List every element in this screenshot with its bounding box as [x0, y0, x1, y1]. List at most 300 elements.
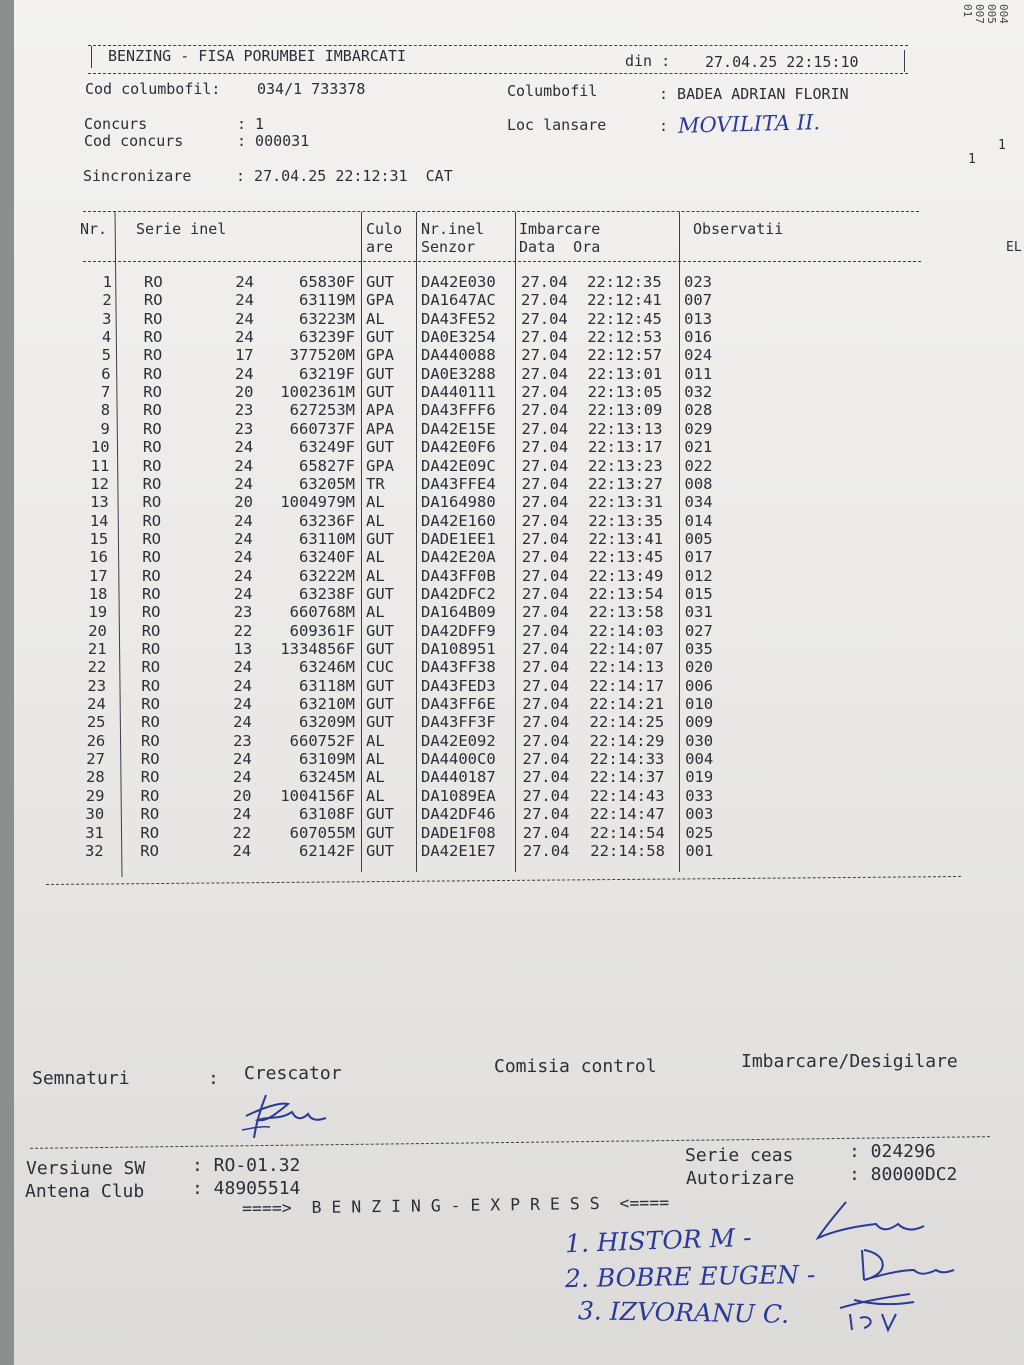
row-color: GPA: [366, 456, 394, 475]
row-time: 22:14:33: [589, 750, 665, 769]
row-nr: 6: [101, 364, 111, 383]
row-date: 27.04: [521, 474, 569, 493]
row-nr: 21: [87, 640, 107, 658]
row-year: 24: [232, 750, 252, 769]
row-country: RO: [141, 658, 161, 677]
din-value: 27.04.25 22:15:10: [705, 53, 859, 71]
row-time: 22:14:47: [590, 805, 665, 824]
table-row: [0, 383, 1024, 401]
row-nr: 14: [89, 511, 109, 530]
row-sensor: DA440111: [421, 383, 496, 402]
row-country: RO: [140, 786, 160, 805]
row-obs: 020: [684, 658, 713, 677]
row-color: GUT: [366, 328, 394, 347]
row-year: 17: [234, 346, 254, 365]
table-row: [0, 438, 1024, 456]
row-ring: 63240F: [299, 548, 355, 567]
table-top-rule: [83, 211, 919, 212]
row-nr: 20: [88, 621, 107, 640]
row-country: RO: [142, 438, 162, 457]
row-obs: 032: [684, 383, 713, 402]
row-time: 22:14:29: [589, 731, 665, 750]
row-sensor: DA43FFF6: [421, 401, 496, 420]
semnaturi-label: Semnaturi: [32, 1068, 130, 1089]
row-country: RO: [142, 548, 161, 567]
margin-code-2: 005: [985, 4, 998, 24]
row-ring: 63249F: [299, 438, 355, 457]
row-sensor: DA42DF46: [421, 805, 496, 824]
row-nr: 3: [102, 309, 112, 328]
row-color: GPA: [366, 291, 394, 310]
autorizare-value: : 80000DC2: [849, 1164, 958, 1185]
table-row: [0, 310, 1024, 328]
row-year: 24: [233, 658, 253, 677]
row-year: 24: [233, 713, 252, 732]
row-nr: 23: [87, 676, 107, 695]
row-year: 24: [234, 456, 254, 475]
row-ring: 65827F: [299, 456, 355, 475]
table-row: [0, 842, 1024, 860]
row-date: 27.04: [521, 529, 569, 548]
row-country: RO: [142, 529, 161, 548]
row-nr: 17: [89, 566, 108, 585]
row-ring: 62142F: [299, 841, 355, 860]
row-ring: 65830F: [299, 273, 355, 291]
row-obs: 011: [684, 364, 713, 383]
row-nr: 29: [85, 786, 105, 805]
row-time: 22:14:21: [589, 695, 665, 714]
row-color: GPA: [366, 346, 394, 365]
member-3-signature: [830, 1284, 930, 1334]
row-country: RO: [143, 401, 162, 420]
table-row: [0, 401, 1024, 419]
col-header-serie-inel: Serie inel: [136, 220, 227, 238]
margin-one-a: 1: [998, 138, 1006, 153]
table-row: [0, 365, 1024, 383]
row-obs: 010: [685, 695, 714, 714]
din-label: din :: [625, 52, 671, 70]
row-sensor: DA164B09: [421, 603, 496, 622]
row-date: 27.04: [522, 603, 569, 622]
row-time: 22:12:45: [587, 309, 662, 328]
col-header-imbarcare-2: Data Ora: [519, 238, 601, 256]
row-sensor: DA42E092: [421, 731, 496, 750]
row-country: RO: [141, 695, 160, 714]
row-time: 22:13:17: [587, 438, 663, 457]
row-color: GUT: [366, 383, 394, 402]
row-country: RO: [141, 640, 161, 658]
row-sensor: DA43FF38: [421, 658, 496, 677]
columbofil-label: Columbofil: [507, 82, 598, 100]
row-year: 22: [232, 823, 252, 842]
versiune-sw-label: Versiune SW: [26, 1158, 146, 1179]
row-date: 27.04: [522, 695, 570, 714]
row-country: RO: [140, 823, 160, 842]
table-row: [0, 603, 1024, 621]
row-country: RO: [142, 566, 161, 585]
row-sensor: DA42E1E7: [421, 841, 496, 860]
row-obs: 028: [684, 401, 713, 420]
row-color: TR: [366, 474, 385, 493]
antena-club-label: Antena Club: [25, 1181, 145, 1202]
row-date: 27.04: [521, 364, 568, 383]
header-left-bar: [91, 46, 92, 68]
row-nr: 4: [101, 328, 112, 347]
row-ring: 63236F: [299, 511, 355, 530]
row-time: 22:13:01: [587, 364, 663, 383]
table-row: [0, 530, 1024, 548]
row-nr: 13: [90, 493, 109, 512]
row-time: 22:14:58: [590, 841, 665, 860]
commission-member-2: 2. BOBRE EUGEN -: [564, 1259, 816, 1294]
loc-lansare-label: Loc lansare: [507, 116, 607, 134]
table-row: [0, 457, 1024, 475]
row-nr: 11: [90, 456, 110, 475]
row-obs: 031: [684, 603, 713, 622]
row-color: AL: [366, 768, 385, 787]
row-sensor: DA108951: [421, 640, 496, 658]
row-ring: 63209M: [299, 713, 355, 732]
col-header-nr-inel-2: Senzor: [421, 238, 476, 256]
row-obs: 024: [684, 346, 713, 365]
row-time: 22:12:35: [587, 273, 662, 291]
row-date: 27.04: [522, 658, 569, 677]
brand-line: ====> B E N Z I N G - E X P R E S S <====: [241, 1193, 670, 1218]
row-year: 24: [235, 291, 254, 310]
row-country: RO: [141, 713, 160, 732]
row-color: GUT: [366, 676, 394, 695]
row-color: CUC: [366, 658, 394, 677]
col-header-nr-inel-1: Nr.inel: [421, 220, 485, 238]
row-date: 27.04: [521, 328, 568, 347]
row-nr: 25: [86, 713, 106, 732]
row-sensor: DADE1EE1: [421, 529, 496, 548]
row-ring: 609361F: [289, 621, 355, 640]
row-ring: 63239F: [299, 328, 355, 347]
row-obs: 034: [684, 493, 713, 512]
row-country: RO: [142, 511, 162, 530]
table-row: [0, 346, 1024, 364]
row-country: RO: [144, 273, 163, 291]
row-time: 22:14:13: [589, 658, 664, 677]
row-color: GUT: [366, 805, 394, 824]
row-nr: 26: [86, 731, 106, 750]
row-sensor: DA42E160: [421, 511, 496, 530]
document-title: BENZING - FISA PORUMBEI IMBARCATI: [108, 47, 407, 65]
row-time: 22:12:53: [587, 328, 662, 347]
row-color: GUT: [366, 621, 394, 640]
table-row: [0, 750, 1024, 768]
comisia-control-label: Comisia control: [494, 1056, 657, 1077]
row-year: 24: [234, 511, 253, 530]
row-year: 24: [235, 273, 254, 291]
row-year: 20: [234, 493, 253, 512]
row-date: 27.04: [522, 621, 569, 640]
row-year: 13: [233, 640, 253, 658]
row-color: GUT: [366, 713, 394, 732]
row-ring: 627253M: [289, 401, 355, 420]
row-sensor: DA4400C0: [421, 750, 496, 769]
row-date: 27.04: [522, 676, 569, 695]
row-color: GUT: [366, 529, 394, 548]
row-ring: 63222M: [299, 566, 355, 585]
cod-concurs-value: : 000031: [237, 132, 310, 150]
row-date: 27.04: [521, 548, 569, 567]
row-obs: 001: [685, 841, 714, 860]
antena-club-value: : 48905514: [192, 1178, 301, 1199]
row-color: AL: [366, 566, 385, 585]
row-sensor: DA42DFC2: [421, 584, 496, 603]
row-time: 22:14:07: [589, 640, 664, 658]
row-time: 22:13:23: [588, 456, 663, 475]
row-nr: 10: [90, 438, 110, 457]
row-date: 27.04: [521, 493, 569, 512]
row-sensor: DA43FF6E: [421, 695, 496, 714]
concurs-value: : 1: [237, 115, 265, 133]
row-color: AL: [366, 309, 385, 328]
row-ring: 660752F: [289, 731, 355, 750]
row-time: 22:14:17: [589, 676, 664, 695]
table-row: [0, 658, 1024, 676]
commission-member-1: 1. HISTOR M -: [564, 1222, 752, 1259]
row-time: 22:13:27: [588, 474, 663, 493]
table-row: [0, 273, 1024, 291]
table-row: [0, 622, 1024, 640]
row-date: 27.04: [521, 401, 569, 420]
row-sensor: DA0E3254: [421, 328, 496, 347]
table-row: [0, 805, 1024, 823]
row-ring: 63109M: [299, 750, 355, 769]
row-nr: 1: [102, 273, 112, 291]
row-obs: 007: [684, 291, 713, 310]
row-obs: 014: [684, 511, 713, 530]
row-color: GUT: [366, 273, 394, 291]
row-sensor: DA43FF0B: [421, 566, 496, 585]
header-bottom-rule: [88, 73, 908, 74]
row-country: RO: [141, 676, 161, 695]
row-date: 27.04: [521, 511, 569, 530]
row-sensor: DA43FED3: [421, 676, 496, 695]
row-date: 27.04: [522, 805, 570, 824]
margin-code-4: 01: [961, 4, 974, 18]
row-color: GUT: [366, 438, 394, 457]
row-ring: 63246M: [299, 658, 355, 677]
row-nr: 16: [89, 548, 108, 567]
row-date: 27.04: [521, 438, 569, 457]
table-row: [0, 640, 1024, 658]
row-nr: 7: [101, 383, 111, 402]
row-ring: 63219F: [299, 364, 355, 383]
row-obs: 027: [684, 621, 713, 640]
row-date: 27.04: [521, 346, 568, 365]
table-row: [0, 695, 1024, 713]
row-country: RO: [140, 805, 160, 824]
row-ring: 63210M: [299, 695, 355, 714]
row-obs: 023: [684, 273, 712, 291]
row-color: GUT: [366, 841, 394, 860]
row-color: AL: [366, 548, 385, 567]
row-obs: 012: [684, 566, 713, 585]
row-country: RO: [143, 364, 163, 383]
row-country: RO: [140, 750, 160, 769]
row-sensor: DA42E030: [421, 273, 496, 291]
row-color: GUT: [366, 584, 394, 603]
row-year: 24: [233, 695, 252, 714]
row-date: 27.04: [521, 309, 568, 328]
row-date: 27.04: [521, 456, 569, 475]
row-nr: 12: [90, 474, 110, 493]
row-year: 20: [232, 786, 252, 805]
row-time: 22:13:41: [588, 529, 664, 548]
margin-el: EL: [1006, 240, 1022, 255]
row-color: GUT: [366, 640, 394, 658]
row-obs: 033: [685, 786, 714, 805]
row-obs: 016: [684, 328, 713, 347]
row-nr: 22: [87, 658, 107, 677]
row-sensor: DA0E3288: [421, 364, 496, 383]
col-header-culoare-1: Culo: [366, 220, 403, 238]
row-year: 22: [233, 621, 253, 640]
row-time: 22:13:58: [588, 603, 664, 622]
cod-columbofil-value: 034/1 733378: [257, 80, 366, 98]
crescator-signature: [236, 1090, 336, 1145]
row-color: AL: [366, 511, 385, 530]
col-header-imbarcare-1: Imbarcare: [519, 220, 601, 238]
row-nr: 30: [85, 805, 105, 824]
row-date: 27.04: [521, 273, 568, 291]
row-country: RO: [143, 346, 163, 365]
row-country: RO: [143, 383, 162, 402]
row-time: 22:14:25: [589, 713, 665, 732]
row-year: 24: [233, 676, 253, 695]
row-date: 27.04: [522, 640, 569, 658]
row-color: AL: [366, 750, 385, 769]
row-ring: 63205M: [299, 474, 355, 493]
row-time: 22:12:57: [587, 346, 663, 365]
row-color: AL: [366, 603, 385, 622]
table-row: [0, 585, 1024, 603]
row-obs: 009: [685, 713, 714, 732]
row-nr: 8: [100, 401, 111, 420]
imbarcare-desigilare-label: Imbarcare/Desigilare: [741, 1051, 958, 1072]
row-color: APA: [366, 419, 394, 438]
row-year: 24: [235, 309, 254, 328]
cod-columbofil-label: Cod columbofil:: [85, 80, 221, 98]
row-ring: 63245M: [299, 768, 355, 787]
row-nr: 24: [87, 695, 106, 714]
row-year: 24: [233, 584, 253, 603]
table-row: [0, 787, 1024, 805]
row-country: RO: [140, 841, 159, 860]
row-year: 24: [232, 841, 252, 860]
row-obs: 013: [684, 309, 713, 328]
row-date: 27.04: [522, 731, 570, 750]
row-year: 23: [233, 731, 252, 750]
row-year: 24: [234, 529, 253, 548]
row-country: RO: [141, 584, 161, 603]
row-nr: 15: [89, 529, 109, 548]
row-ring: 1002361M: [280, 383, 355, 402]
table-row: [0, 420, 1024, 438]
row-date: 27.04: [521, 383, 569, 402]
row-year: 24: [235, 328, 254, 347]
row-time: 22:14:37: [589, 768, 665, 787]
row-color: GUT: [366, 695, 394, 714]
row-year: 24: [232, 805, 252, 824]
row-nr: 27: [86, 750, 105, 769]
member-2-signature: [848, 1244, 958, 1289]
versiune-sw-value: : RO-01.32: [192, 1155, 301, 1176]
row-year: 20: [234, 383, 254, 402]
row-time: 22:14:54: [590, 823, 665, 842]
row-sensor: DA42E15E: [421, 419, 496, 438]
row-obs: 005: [684, 529, 713, 548]
row-obs: 008: [684, 474, 713, 493]
row-nr: 19: [88, 603, 108, 622]
member-1-signature: [806, 1196, 936, 1246]
row-obs: 017: [684, 548, 713, 567]
row-time: 22:13:45: [588, 548, 664, 567]
row-nr: 9: [100, 419, 110, 438]
row-time: 22:13:13: [587, 419, 663, 438]
row-obs: 030: [685, 731, 714, 750]
row-obs: 029: [684, 419, 713, 438]
columbofil-value: : BADEA ADRIAN FLORIN: [659, 85, 849, 103]
margin-code-3: 007: [973, 4, 986, 24]
sincronizare-label: Sincronizare: [83, 167, 192, 185]
row-date: 27.04: [521, 291, 568, 310]
row-nr: 31: [85, 823, 104, 842]
table-row: [0, 567, 1024, 585]
row-time: 22:13:09: [587, 401, 663, 420]
row-sensor: DA440187: [421, 768, 496, 787]
row-obs: 035: [684, 640, 713, 658]
autorizare-label: Autorizare: [686, 1168, 795, 1189]
row-time: 22:13:54: [588, 584, 664, 603]
row-year: 24: [234, 364, 254, 383]
sincronizare-value: : 27.04.25 22:12:31 CAT: [236, 167, 453, 185]
row-ring: 63118M: [299, 676, 355, 695]
row-time: 22:14:43: [589, 786, 665, 805]
row-color: AL: [366, 731, 385, 750]
row-year: 24: [234, 438, 254, 457]
row-ring: 1004156F: [280, 786, 355, 805]
row-year: 23: [233, 603, 253, 622]
col-header-culoare-2: are: [366, 238, 394, 256]
row-color: AL: [366, 786, 385, 805]
row-obs: 025: [685, 823, 714, 842]
row-country: RO: [143, 309, 163, 328]
row-year: 23: [234, 419, 254, 438]
margin-one-b: 1: [968, 152, 976, 167]
row-time: 22:13:31: [588, 493, 663, 512]
row-color: GUT: [366, 364, 394, 383]
row-sensor: DA42E20A: [421, 548, 496, 567]
row-ring: 63223M: [299, 309, 355, 328]
row-country: RO: [142, 493, 162, 512]
semnaturi-colon: :: [208, 1068, 219, 1089]
row-nr: 2: [102, 291, 112, 310]
row-obs: 022: [684, 456, 713, 475]
row-obs: 004: [685, 750, 714, 769]
row-ring: 1004979M: [280, 493, 355, 512]
row-ring: 63119M: [299, 291, 355, 310]
row-ring: 660737F: [289, 419, 355, 438]
row-date: 27.04: [522, 713, 570, 732]
row-year: 24: [233, 548, 253, 567]
table-row: [0, 732, 1024, 750]
row-sensor: DA1647AC: [421, 291, 496, 310]
